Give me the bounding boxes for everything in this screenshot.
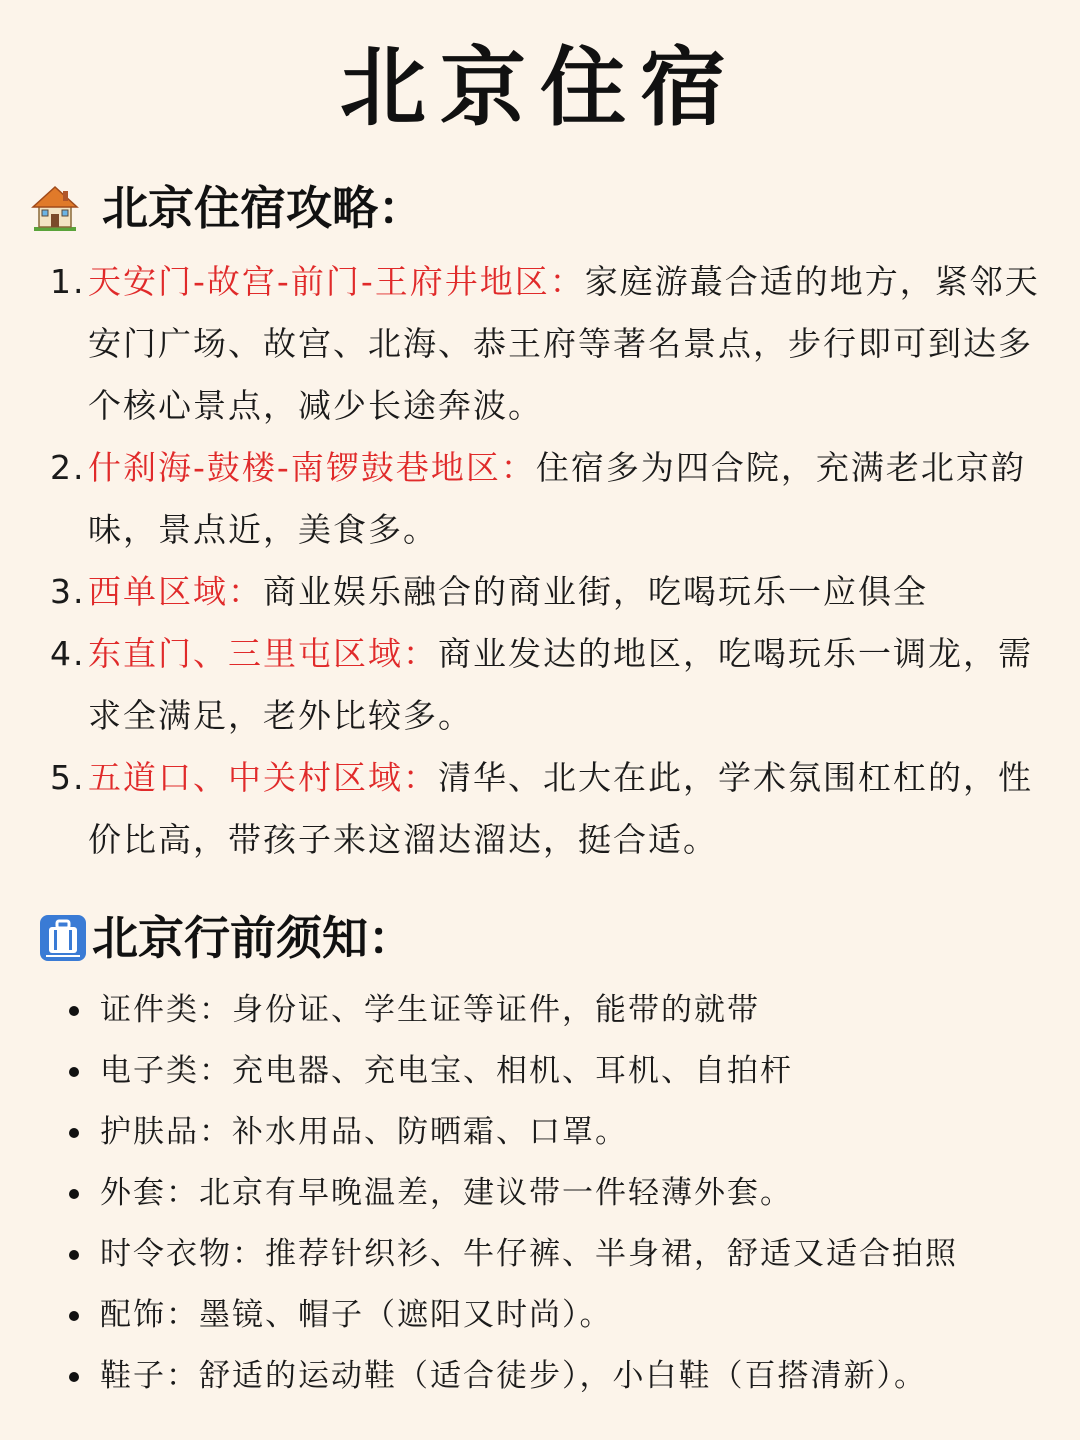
tip-text: 鞋子：舒适的运动鞋（适合徒步），小白鞋（百搭清新）。	[100, 1358, 927, 1394]
list-item	[66, 1285, 1066, 1346]
list-item	[66, 1163, 1066, 1224]
bullet-dot	[69, 1189, 79, 1199]
item-number: 4.	[50, 634, 86, 673]
area-description: 住宿多为四合院，充满老北京韵味，景点近，美食多。	[88, 448, 1026, 549]
list-item	[66, 1041, 1066, 1102]
item-number: 5.	[50, 758, 86, 797]
luggage-icon	[38, 913, 88, 963]
accommodation-list	[50, 251, 1040, 871]
list-item	[66, 1346, 1066, 1407]
bullet-dot	[69, 1250, 79, 1260]
area-description: 商业娱乐融合的商业街，吃喝玩乐一应俱全	[263, 572, 928, 611]
list-item	[66, 1224, 1066, 1285]
tip-text: 电子类：充电器、充电宝、相机、耳机、自拍杆	[100, 1053, 793, 1089]
item-number: 2.	[50, 448, 86, 487]
travel-tips-list	[66, 980, 1066, 1407]
area-description: 商业发达的地区，吃喝玩乐一调龙，需求全满足，老外比较多。	[88, 634, 1033, 735]
list-item	[50, 561, 1040, 623]
section-heading-travel-tips	[38, 910, 414, 966]
bullet-dot	[69, 1372, 79, 1382]
bullet-dot	[69, 1311, 79, 1321]
item-number: 1.	[50, 262, 86, 301]
bullet-dot	[69, 1067, 79, 1077]
list-item	[66, 980, 1066, 1041]
house-icon	[30, 183, 80, 233]
section-heading-text: 北京行前须知：	[92, 911, 414, 965]
list-item	[66, 1102, 1066, 1163]
area-name: 东直门、三里屯区域：	[88, 634, 438, 673]
area-name: 五道口、中关村区域：	[88, 758, 438, 797]
area-description: 清华、北大在此，学术氛围杠杠的，性价比高，带孩子来这溜达溜达，挺合适。	[88, 758, 1033, 859]
list-item	[50, 251, 1040, 437]
tip-text: 外套：北京有早晚温差，建议带一件轻薄外套。	[100, 1175, 793, 1211]
area-description: 家庭游蕞合适的地方，紧邻天安门广场、故宫、北海、恭王府等著名景点，步行即可到达多个核心景点，减少长途奔波。	[88, 262, 1040, 425]
tip-text: 时令衣物：推荐针织衫、牛仔裤、半身裙，舒适又适合拍照	[100, 1236, 958, 1272]
bullet-dot	[69, 1006, 79, 1016]
area-name: 什刹海-鼓楼-南锣鼓巷地区：	[88, 448, 536, 487]
section-heading-text: 北京住宿攻略：	[102, 181, 424, 235]
item-number: 3.	[50, 572, 86, 611]
bullet-dot	[69, 1128, 79, 1138]
page-title: 北京住宿	[340, 37, 740, 138]
tip-text: 证件类：身份证、学生证等证件，能带的就带	[100, 992, 760, 1028]
section-heading-accommodation	[30, 180, 424, 236]
area-name: 西单区域：	[88, 572, 263, 611]
tip-text: 配饰：墨镜、帽子（遮阳又时尚）。	[100, 1297, 613, 1333]
area-name: 天安门-故宫-前门-王府井地区：	[88, 262, 585, 301]
list-item	[50, 747, 1040, 871]
list-item	[50, 623, 1040, 747]
list-item	[50, 437, 1040, 561]
tip-text: 护肤品：补水用品、防晒霜、口罩。	[100, 1114, 628, 1150]
